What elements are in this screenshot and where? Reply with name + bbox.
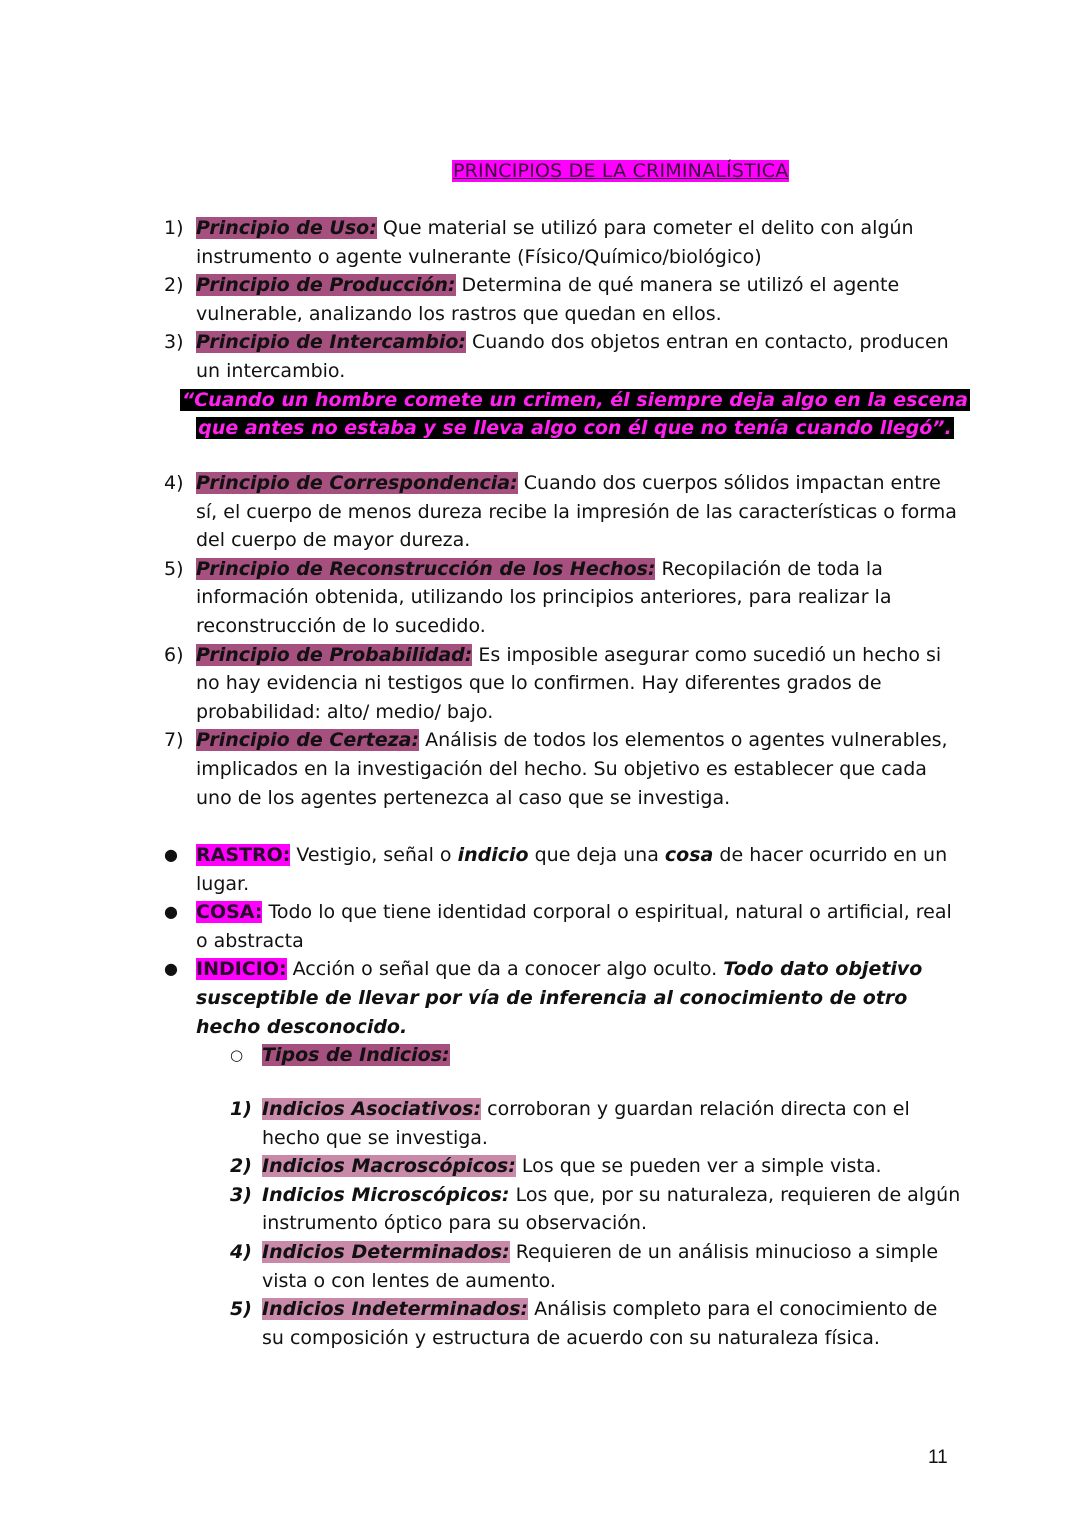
principle-name: Principio de Uso: [196, 217, 377, 239]
bullet-icon: ● [164, 959, 178, 979]
item-number: 4) [164, 472, 184, 494]
principle-text: Cuando dos objetos entran en contacto, producen un intercambio. [196, 331, 949, 382]
type-name: Indicios Asociativos: [262, 1098, 482, 1120]
definition-emphasis: Todo dato objetivo susceptible de llevar por vía de inferencia al conocimiento de otro hecho desconocido. [196, 958, 923, 1038]
type-text: Análisis completo para el conocimiento de su composición y estructura de acuerdo con su naturaleza física. [262, 1298, 938, 1349]
definition-text: Acción o señal que da a conocer algo oculto. [286, 958, 724, 981]
principle-item [164, 469, 964, 555]
bullet-icon: ● [164, 845, 178, 864]
principle-name: Principio de Intercambio: [196, 331, 466, 354]
principle-text: Análisis de todos los elementos o agentes vulnerables, implicados en la investigación del hecho. Su objetivo es establecer que cada uno de los agentes pertenezca al caso que se investiga. [196, 729, 948, 809]
principle-text: Determina de qué manera se utilizó el agente vulnerable, analizando los rastros que quedan en ellos. [196, 274, 900, 325]
hollow-bullet-icon: ○ [230, 1046, 244, 1065]
types-heading: Tipos de Indicios: [262, 1044, 450, 1067]
item-number: 1) [164, 217, 184, 239]
principles-list-a [164, 214, 968, 442]
definition-text: Vestigio, señal o [290, 844, 458, 866]
principle-text: Recopilación de toda la información obtenida, utilizando los principios anteriores, para realizar la reconstrucción de lo sucedido. [196, 557, 892, 637]
item-number: 1) [230, 1098, 252, 1120]
bullet-icon: ● [164, 902, 178, 922]
definition-indicio [164, 955, 964, 1041]
item-number: 7) [164, 729, 184, 752]
definition-text: que deja una [528, 844, 665, 866]
definition-rastro [164, 841, 964, 898]
item-number: 3) [230, 1183, 252, 1206]
quote-line-2: que antes no estaba y se lleva algo con él que no tenía cuando llegó”. [198, 416, 952, 439]
principle-name: Principio de Certeza: [196, 729, 420, 752]
principle-item [164, 328, 964, 385]
item-number: 3) [164, 331, 184, 354]
type-name: Indicios Determinados: [262, 1240, 510, 1263]
type-text: Requieren de un análisis minucioso a simple vista o con lentes de aumento. [262, 1240, 939, 1292]
item-number: 4) [230, 1240, 252, 1263]
type-name: Indicios Indeterminados: [262, 1298, 529, 1321]
definition-text: Todo lo que tiene identidad corporal o espiritual, natural o artificial, real o abstracta [196, 901, 952, 952]
types-list [164, 1095, 964, 1352]
type-item [164, 1152, 964, 1181]
item-number: 5) [164, 557, 184, 580]
definition-emphasis: cosa [664, 844, 714, 866]
page-number: 11 [928, 1447, 948, 1468]
item-number: 2) [230, 1155, 252, 1178]
type-item [164, 1095, 964, 1152]
type-name: Indicios Microscópicos: [262, 1183, 510, 1206]
principles-list-b [164, 469, 964, 812]
principle-item [164, 555, 964, 641]
types-heading-row [164, 1041, 964, 1070]
exchange-quote [168, 386, 982, 442]
item-number: 6) [164, 643, 184, 666]
type-text: Los que se pueden ver a simple vista. [515, 1155, 882, 1178]
principle-text: Es imposible asegurar como sucedió un hecho si no hay evidencia ni testigos que lo confirmen. Hay diferentes grados de probabilidad: alto/ medio/ bajo. [196, 643, 942, 723]
item-number: 2) [164, 274, 184, 297]
title-block [452, 158, 789, 184]
type-name: Indicios Macroscópicos: [262, 1155, 516, 1178]
type-item [164, 1295, 964, 1352]
principle-item [164, 214, 964, 271]
definition-emphasis: indicio [457, 844, 529, 866]
type-item [164, 1181, 964, 1238]
page-title: PRINCIPIOS DE LA CRIMINALÍSTICA [453, 160, 789, 182]
term-label: RASTRO: [196, 844, 291, 866]
type-item [164, 1238, 964, 1295]
principle-item [164, 726, 964, 812]
definition-text: de hacer ocurrido en un lugar. [196, 844, 948, 895]
principle-text: Que material se utilizó para cometer el delito con algún instrumento o agente vulnerante (Físico/Químico/biológico) [196, 217, 914, 268]
principle-name: Principio de Producción: [196, 274, 456, 297]
term-label: COSA: [196, 901, 263, 924]
principle-text: Cuando dos cuerpos sólidos impactan entre sí, el cuerpo de menos dureza recibe la impresión de las características o forma del cuerpo de mayor dureza. [196, 472, 957, 552]
principle-item [164, 271, 964, 328]
type-text: Los que, por su naturaleza, requieren de algún instrumento óptico para su observación. [262, 1183, 961, 1235]
principle-name: Principio de Probabilidad: [196, 643, 473, 666]
term-label: INDICIO: [196, 958, 287, 981]
type-text: corroboran y guardan relación directa con el hecho que se investiga. [262, 1098, 910, 1149]
principle-name: Principio de Correspondencia: [196, 472, 518, 494]
definition-cosa [164, 898, 964, 955]
item-number: 5) [230, 1298, 252, 1321]
definitions-list [164, 841, 964, 1070]
principle-name: Principio de Reconstrucción de los Hechos: [196, 557, 656, 580]
quote-line-1: “Cuando un hombre comete un crimen, él siempre deja algo en la escena [182, 388, 968, 411]
principle-item [164, 641, 964, 727]
